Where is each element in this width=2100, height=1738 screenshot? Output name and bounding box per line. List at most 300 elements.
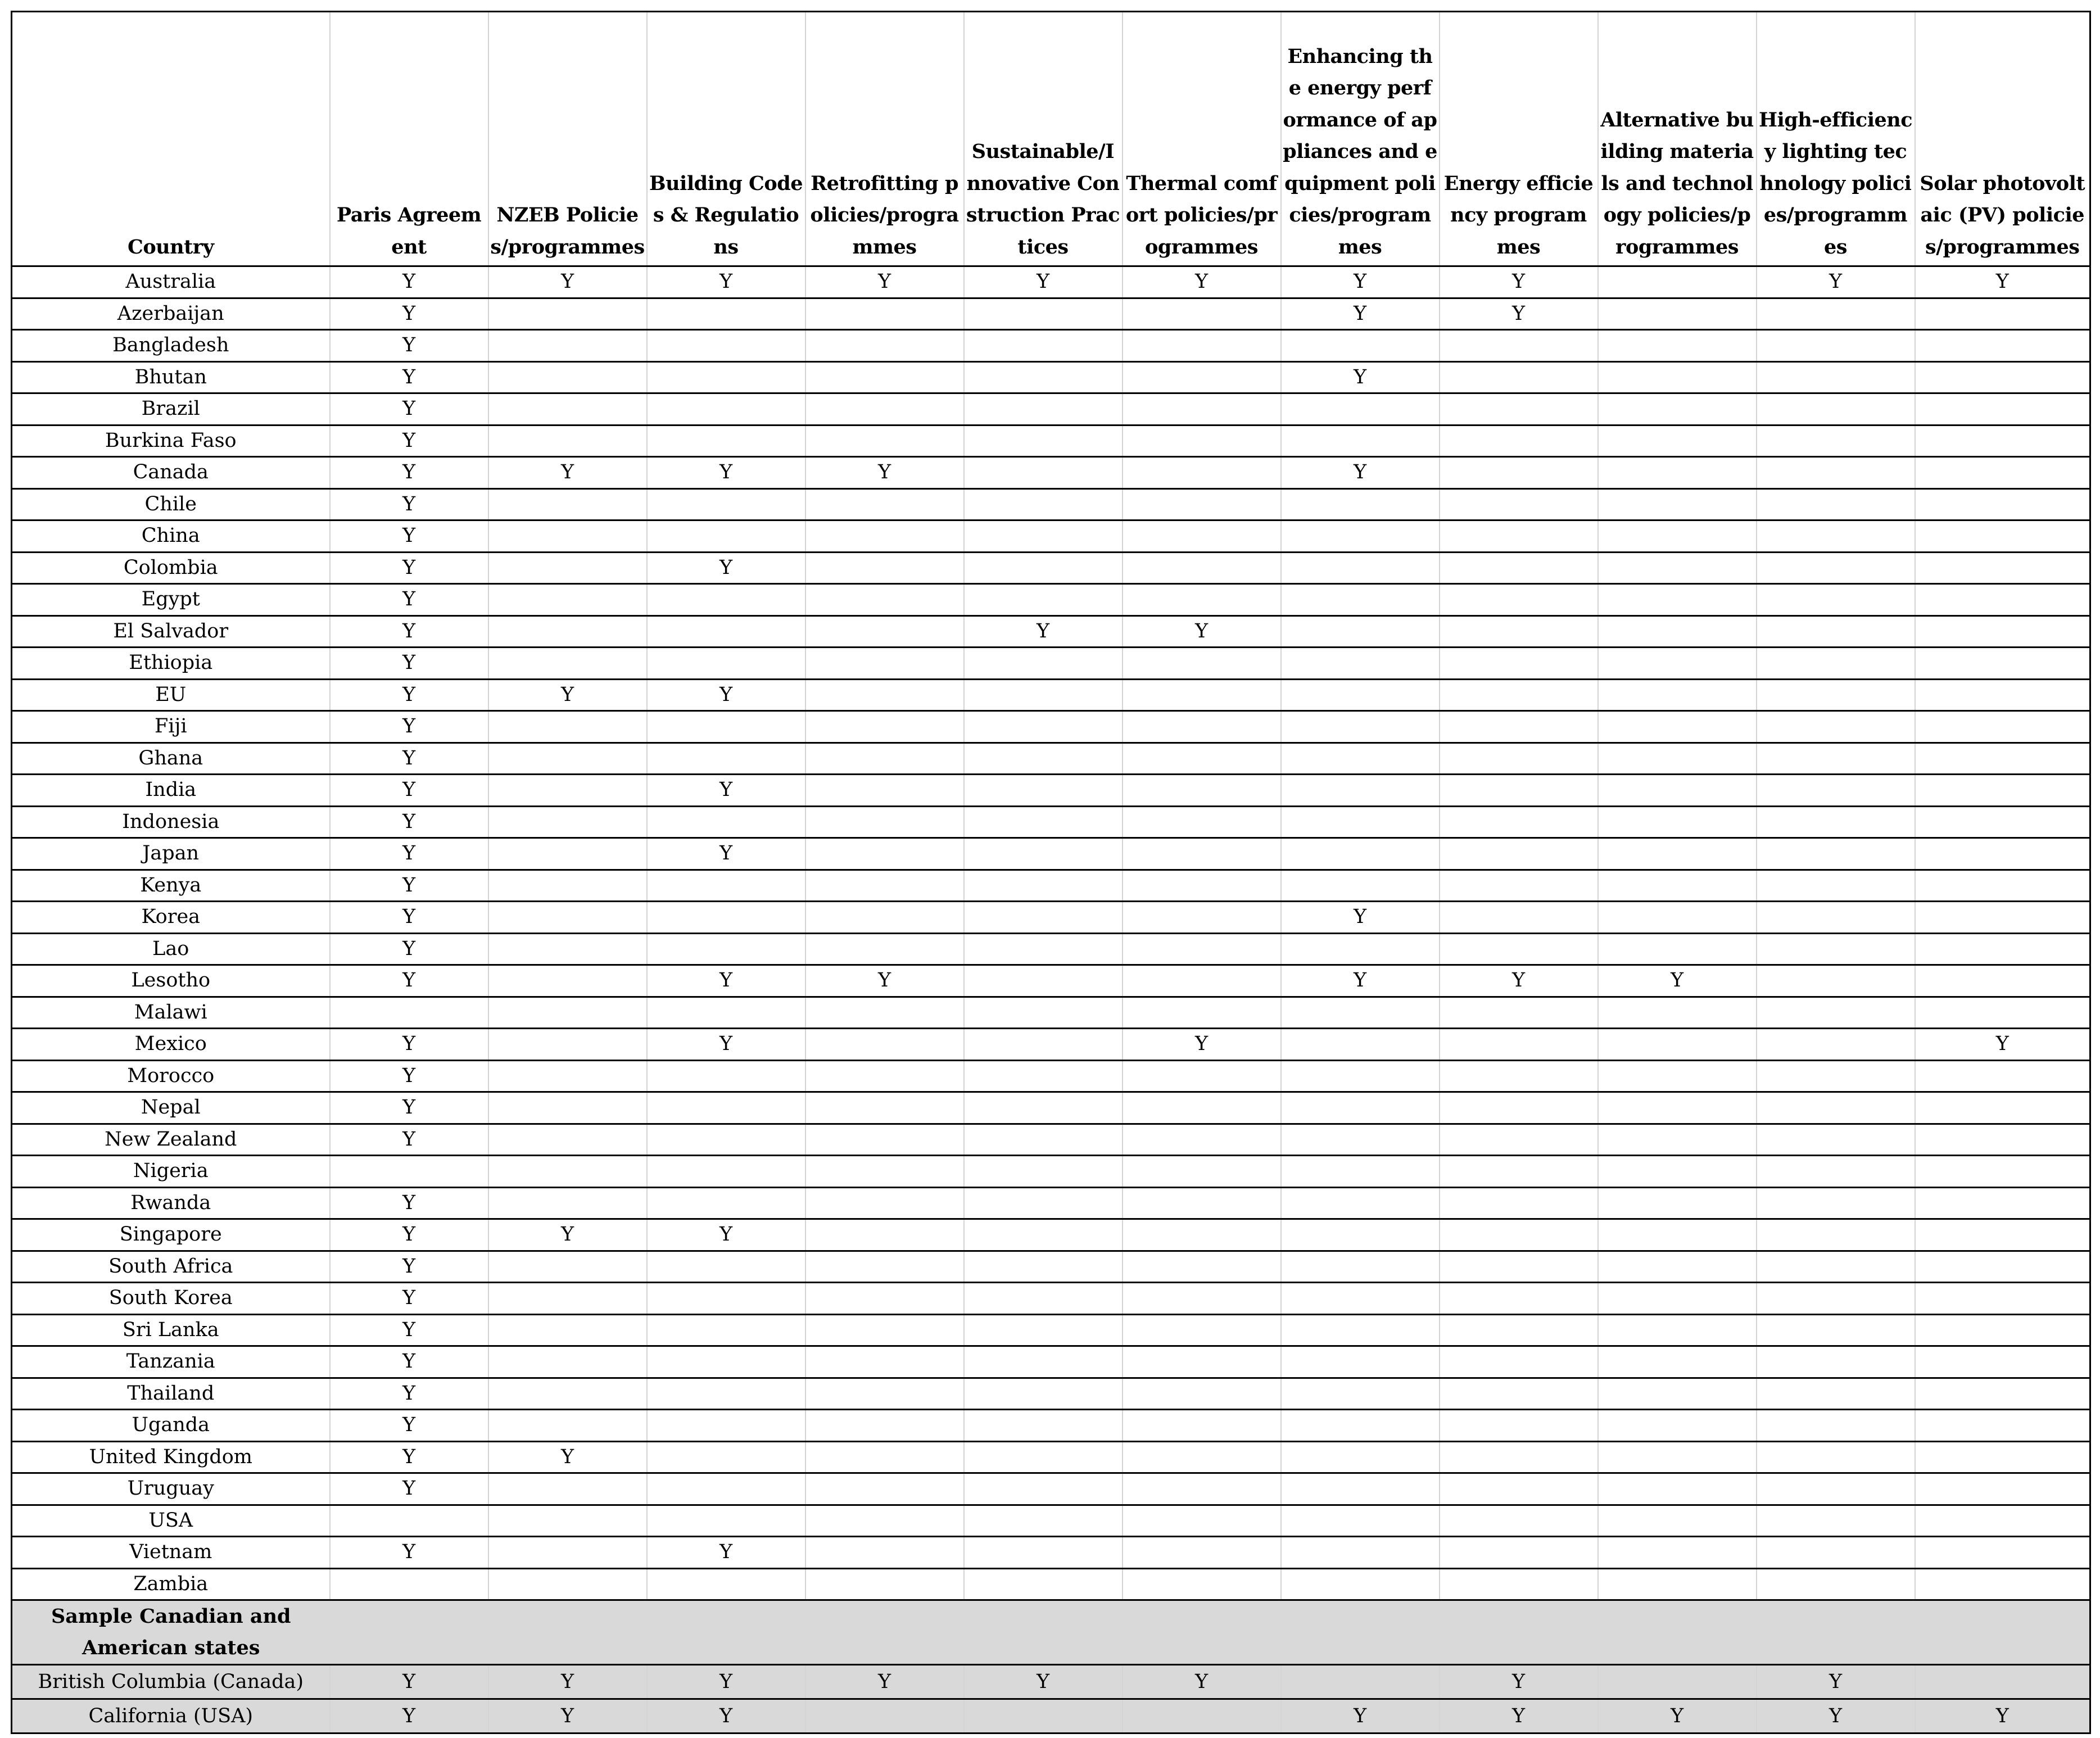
policy-cell: [1123, 1187, 1281, 1219]
policy-cell: Y: [330, 584, 488, 616]
policy-cell: [964, 393, 1123, 426]
policy-cell: [1281, 1314, 1440, 1346]
policy-cell: [488, 393, 647, 426]
policy-cell: [1757, 1187, 1915, 1219]
country-cell: USA: [12, 1505, 330, 1537]
policy-cell: [1757, 1156, 1915, 1188]
policy-cell: [488, 1346, 647, 1378]
policy-cell: [1440, 1251, 1598, 1283]
country-cell: India: [12, 775, 330, 807]
country-cell: Mexico: [12, 1029, 330, 1061]
table-row: [12, 361, 2090, 393]
policy-cell: [1440, 1473, 1598, 1505]
policy-cell: Y: [330, 266, 488, 298]
policy-cell: [964, 775, 1123, 807]
policy-cell: [1598, 1441, 1757, 1473]
policy-cell: Y: [330, 1219, 488, 1251]
policy-cell: Y: [330, 1092, 488, 1124]
policy-cell: [1123, 965, 1281, 997]
policy-cell: [1757, 902, 1915, 934]
policy-cell: [488, 1537, 647, 1569]
policy-cell: Y: [1440, 298, 1598, 330]
policy-cell: [1123, 1537, 1281, 1569]
policy-cell: [488, 1029, 647, 1061]
policy-cell: [1915, 711, 2090, 743]
policy-cell: [1281, 584, 1440, 616]
policy-cell: Y: [647, 266, 805, 298]
policy-cell: [1757, 1283, 1915, 1315]
table-row: [12, 1124, 2090, 1156]
policy-cell: [1915, 965, 2090, 997]
policy-cell: [1598, 870, 1757, 902]
policy-cell: Y: [1915, 266, 2090, 298]
policy-cell: [1915, 902, 2090, 934]
policy-cell: [805, 902, 964, 934]
policy-cell: [1757, 393, 1915, 426]
policy-cell: Y: [1757, 266, 1915, 298]
section-header-row: [12, 1600, 2090, 1665]
policy-cell: [488, 1283, 647, 1315]
policy-cell: [1598, 1092, 1757, 1124]
policy-cell: Y: [330, 298, 488, 330]
policy-cell: [964, 1699, 1123, 1734]
policy-cell: Y: [647, 679, 805, 711]
policy-cell: [805, 1219, 964, 1251]
policy-cell: [805, 1187, 964, 1219]
policy-cell: [1915, 870, 2090, 902]
policy-cell: [805, 775, 964, 807]
table-header-row: [12, 12, 2090, 266]
policy-cell: [805, 1029, 964, 1061]
policy-cell: [1757, 1568, 1915, 1600]
policy-cell: [805, 806, 964, 838]
policy-cell: Y: [1123, 266, 1281, 298]
policy-cell: [1123, 1378, 1281, 1410]
policy-cell: [647, 298, 805, 330]
policy-cell: [1281, 1410, 1440, 1442]
country-cell: Nigeria: [12, 1156, 330, 1188]
policy-cell: [1598, 1505, 1757, 1537]
column-header: Alternative building materials and technology policies/programmes: [1598, 12, 1757, 266]
policy-cell: [1281, 679, 1440, 711]
policy-cell: Y: [805, 1665, 964, 1699]
policy-cell: [1757, 1251, 1915, 1283]
policy-cell: [647, 615, 805, 648]
policy-cell: [488, 1473, 647, 1505]
policy-cell: [1281, 521, 1440, 553]
policy-cell: [488, 902, 647, 934]
policy-cell: [964, 1092, 1123, 1124]
policy-cell: [1598, 488, 1757, 521]
policy-cell: [1757, 648, 1915, 680]
policy-cell: [1598, 1156, 1757, 1188]
table-row: [12, 838, 2090, 870]
policy-cell: Y: [330, 838, 488, 870]
policy-cell: Y: [647, 838, 805, 870]
policy-cell: [647, 1568, 805, 1600]
policy-cell: [1440, 1283, 1598, 1315]
policy-cell: Y: [330, 743, 488, 775]
policy-cell: [1440, 1378, 1598, 1410]
policy-cell: [1757, 1473, 1915, 1505]
policy-cell: Y: [1123, 1665, 1281, 1699]
policy-cell: [647, 1410, 805, 1442]
policy-cell: Y: [1757, 1699, 1915, 1734]
policy-cell: [1915, 1537, 2090, 1569]
policy-cell: [488, 330, 647, 362]
policy-cell: [964, 679, 1123, 711]
policy-cell: Y: [1598, 965, 1757, 997]
policy-cell: Y: [1757, 1665, 1915, 1699]
policy-cell: [1757, 488, 1915, 521]
policy-cell: Y: [647, 1219, 805, 1251]
policy-cell: [1598, 838, 1757, 870]
policy-cell: Y: [330, 1665, 488, 1699]
policy-cell: [805, 1124, 964, 1156]
policy-cell: [1440, 393, 1598, 426]
policy-cell: [964, 1410, 1123, 1442]
policy-cell: [805, 425, 964, 457]
policy-cell: [647, 1378, 805, 1410]
policy-cell: [488, 552, 647, 584]
column-header: Solar photovoltaic (PV) policies/programmes: [1915, 12, 2090, 266]
policy-cell: [1598, 266, 1757, 298]
section-empty-cell: [330, 1600, 488, 1665]
policy-cell: [1281, 743, 1440, 775]
column-header: Thermal comfort policies/programmes: [1123, 12, 1281, 266]
policy-cell: [1440, 933, 1598, 965]
policy-cell: [964, 298, 1123, 330]
policy-cell: Y: [647, 1699, 805, 1734]
policy-cell: [1915, 679, 2090, 711]
policy-cell: [1440, 521, 1598, 553]
table-row: [12, 679, 2090, 711]
policy-cell: [964, 1505, 1123, 1537]
policy-cell: [1598, 1410, 1757, 1442]
policy-cell: [964, 1219, 1123, 1251]
policy-cell: [1281, 488, 1440, 521]
policy-cell: [1440, 1537, 1598, 1569]
policy-cell: [1123, 775, 1281, 807]
policy-cell: Y: [1123, 1029, 1281, 1061]
policy-cell: [1281, 552, 1440, 584]
policy-cell: [1757, 425, 1915, 457]
policy-cell: Y: [1281, 266, 1440, 298]
policy-cell: [1281, 838, 1440, 870]
policy-cell: Y: [647, 965, 805, 997]
policy-cell: [1915, 457, 2090, 489]
policy-cell: [964, 1156, 1123, 1188]
policy-cell: [964, 1283, 1123, 1315]
policy-cell: [1440, 1219, 1598, 1251]
policy-cell: [1757, 584, 1915, 616]
policy-cell: Y: [1915, 1699, 2090, 1734]
column-header: Paris Agreement: [330, 12, 488, 266]
country-cell: Singapore: [12, 1219, 330, 1251]
policy-cell: Y: [488, 1441, 647, 1473]
section-empty-cell: [1757, 1600, 1915, 1665]
section-empty-cell: [647, 1600, 805, 1665]
country-cell: Egypt: [12, 584, 330, 616]
country-cell: Kenya: [12, 870, 330, 902]
section-empty-cell: [1598, 1600, 1757, 1665]
policy-cell: [1281, 1568, 1440, 1600]
table-row: [12, 775, 2090, 807]
policy-cell: [805, 1505, 964, 1537]
policy-cell: [805, 648, 964, 680]
policy-cell: [1281, 1156, 1440, 1188]
policy-cell: [805, 1092, 964, 1124]
policy-cell: [330, 997, 488, 1029]
policy-cell: [1598, 552, 1757, 584]
policy-cell: [1915, 1505, 2090, 1537]
country-cell: Morocco: [12, 1060, 330, 1092]
policy-cell: [1281, 1441, 1440, 1473]
policy-cell: [1440, 1156, 1598, 1188]
policy-cell: Y: [647, 1537, 805, 1569]
policy-cell: [1440, 806, 1598, 838]
policy-cell: [1123, 298, 1281, 330]
policy-cell: [488, 1568, 647, 1600]
policy-cell: [1757, 1441, 1915, 1473]
policy-cell: [964, 425, 1123, 457]
table-row: [12, 1283, 2090, 1315]
policy-cell: Y: [330, 902, 488, 934]
policy-cell: [1757, 361, 1915, 393]
policy-cell: [647, 488, 805, 521]
policy-cell: [1123, 1219, 1281, 1251]
country-cell: China: [12, 521, 330, 553]
country-cell: Fiji: [12, 711, 330, 743]
policy-cell: [1281, 425, 1440, 457]
policy-cell: [647, 1124, 805, 1156]
policy-cell: [1757, 521, 1915, 553]
policy-cell: Y: [1440, 1699, 1598, 1734]
policy-cell: [1915, 521, 2090, 553]
table-row: [12, 615, 2090, 648]
section-empty-cell: [488, 1600, 647, 1665]
policy-cell: [964, 1473, 1123, 1505]
policy-cell: [1440, 870, 1598, 902]
country-cell: Lesotho: [12, 965, 330, 997]
policy-cell: [1915, 584, 2090, 616]
country-cell: Bhutan: [12, 361, 330, 393]
country-cell: Thailand: [12, 1378, 330, 1410]
policy-cell: [1123, 457, 1281, 489]
country-cell: Indonesia: [12, 806, 330, 838]
section-empty-cell: [1440, 1600, 1598, 1665]
policy-cell: [1440, 1124, 1598, 1156]
policy-cell: [1598, 330, 1757, 362]
policy-cell: [488, 615, 647, 648]
policy-cell: Y: [1281, 361, 1440, 393]
policy-cell: Y: [330, 775, 488, 807]
policy-cell: [1440, 711, 1598, 743]
policy-cell: [805, 1537, 964, 1569]
country-cell: Bangladesh: [12, 330, 330, 362]
policy-cell: [1123, 1251, 1281, 1283]
policy-cell: Y: [1281, 1699, 1440, 1734]
policy-cell: [1598, 711, 1757, 743]
policy-cell: [964, 997, 1123, 1029]
policy-cell: [964, 648, 1123, 680]
policy-cell: [964, 711, 1123, 743]
policy-cell: [964, 1124, 1123, 1156]
table-row: [12, 743, 2090, 775]
policy-cell: [1915, 1060, 2090, 1092]
policy-cell: Y: [488, 1699, 647, 1734]
policy-cell: [805, 361, 964, 393]
policy-cell: [1123, 1568, 1281, 1600]
policy-cell: [1915, 1314, 2090, 1346]
policy-cell: [1281, 330, 1440, 362]
table-row: [12, 1187, 2090, 1219]
policy-cell: [1598, 743, 1757, 775]
policy-cell: [805, 1283, 964, 1315]
table-row: [12, 1060, 2090, 1092]
table-row: [12, 648, 2090, 680]
policy-cell: Y: [805, 266, 964, 298]
policy-cell: Y: [964, 1665, 1123, 1699]
policy-cell: [1757, 1060, 1915, 1092]
country-cell: Ethiopia: [12, 648, 330, 680]
policy-cell: [1598, 361, 1757, 393]
policy-cell: [1598, 679, 1757, 711]
table-row: [12, 457, 2090, 489]
column-header: Enhancing the energy performance of appliances and equipment policies/programmes: [1281, 12, 1440, 266]
policy-cell: [488, 1378, 647, 1410]
policy-cell: [1440, 1568, 1598, 1600]
policy-cell: Y: [647, 552, 805, 584]
policy-cell: [1440, 679, 1598, 711]
policy-cell: Y: [1281, 457, 1440, 489]
policy-cell: [1915, 1568, 2090, 1600]
policy-cell: [1757, 1092, 1915, 1124]
policy-cell: [1598, 1473, 1757, 1505]
policy-cell: [647, 330, 805, 362]
policy-cell: [647, 1092, 805, 1124]
policy-cell: [1915, 1187, 2090, 1219]
country-cell: Ghana: [12, 743, 330, 775]
policy-cell: [1915, 806, 2090, 838]
policy-cell: [1281, 615, 1440, 648]
policy-cell: [1598, 1537, 1757, 1569]
policy-cell: [964, 552, 1123, 584]
policy-cell: [1757, 933, 1915, 965]
policy-cell: [1440, 1029, 1598, 1061]
policy-cell: [1281, 1251, 1440, 1283]
policy-cell: [964, 902, 1123, 934]
policy-cell: [1598, 425, 1757, 457]
policy-cell: [1915, 1219, 2090, 1251]
policy-cell: [1598, 933, 1757, 965]
policy-cell: [1915, 1251, 2090, 1283]
table-row: [12, 997, 2090, 1029]
policy-cell: Y: [330, 1060, 488, 1092]
policy-cell: [1915, 775, 2090, 807]
policy-cell: [1757, 1314, 1915, 1346]
policy-cell: [647, 711, 805, 743]
policy-cell: Y: [805, 457, 964, 489]
policy-cell: [1281, 1060, 1440, 1092]
policy-cell: [1281, 393, 1440, 426]
policy-cell: [1281, 1378, 1440, 1410]
policy-cell: [488, 1124, 647, 1156]
policy-cell: [488, 648, 647, 680]
policy-cell: [1598, 1187, 1757, 1219]
policy-cell: Y: [330, 870, 488, 902]
table-row: [12, 488, 2090, 521]
policy-cell: [647, 1251, 805, 1283]
policy-cell: Y: [1123, 615, 1281, 648]
policy-cell: [1281, 1219, 1440, 1251]
policy-cell: Y: [488, 1219, 647, 1251]
table-row: [12, 806, 2090, 838]
policy-cell: [1598, 521, 1757, 553]
country-cell: South Africa: [12, 1251, 330, 1283]
table-row: [12, 1314, 2090, 1346]
policy-cell: [1598, 1665, 1757, 1699]
column-header: Sustainable/Innovative Construction Practices: [964, 12, 1123, 266]
policy-cell: [1123, 1283, 1281, 1315]
policy-cell: [1598, 1124, 1757, 1156]
policy-cell: [1440, 425, 1598, 457]
policy-cell: [1123, 521, 1281, 553]
policy-cell: [1598, 1029, 1757, 1061]
table-row: [12, 1537, 2090, 1569]
policy-cell: [647, 806, 805, 838]
policy-cell: [1281, 1029, 1440, 1061]
policy-cell: Y: [330, 488, 488, 521]
policy-cell: [1281, 1187, 1440, 1219]
policy-cell: [1281, 711, 1440, 743]
policy-cell: [1123, 393, 1281, 426]
policy-cell: [964, 1060, 1123, 1092]
policy-cell: [805, 870, 964, 902]
section-empty-cell: [1915, 1600, 2090, 1665]
policy-cell: [1440, 648, 1598, 680]
policy-cell: [1440, 743, 1598, 775]
policy-cell: [1757, 1029, 1915, 1061]
policy-cell: [1123, 870, 1281, 902]
policy-cell: [1915, 1410, 2090, 1442]
policy-cell: Y: [647, 1665, 805, 1699]
policy-cell: [1915, 1156, 2090, 1188]
policy-cell: Y: [330, 1699, 488, 1734]
policy-cell: [1757, 711, 1915, 743]
policy-cell: Y: [1281, 298, 1440, 330]
policy-cell: [1598, 1314, 1757, 1346]
policy-cell: [488, 965, 647, 997]
policy-cell: [1123, 648, 1281, 680]
policy-cell: [1598, 1378, 1757, 1410]
policy-cell: [1757, 552, 1915, 584]
policy-cell: Y: [330, 679, 488, 711]
table-row: [12, 584, 2090, 616]
policy-cell: [1440, 838, 1598, 870]
policy-cell: Y: [488, 266, 647, 298]
policy-cell: [1440, 361, 1598, 393]
policy-cell: [647, 743, 805, 775]
table-row: [12, 1346, 2090, 1378]
policy-cell: [1281, 806, 1440, 838]
policy-cell: Y: [330, 1537, 488, 1569]
country-cell: Nepal: [12, 1092, 330, 1124]
policy-cell: [1440, 1060, 1598, 1092]
policy-cell: [964, 521, 1123, 553]
policy-cell: Y: [330, 1473, 488, 1505]
policy-cell: [1915, 552, 2090, 584]
